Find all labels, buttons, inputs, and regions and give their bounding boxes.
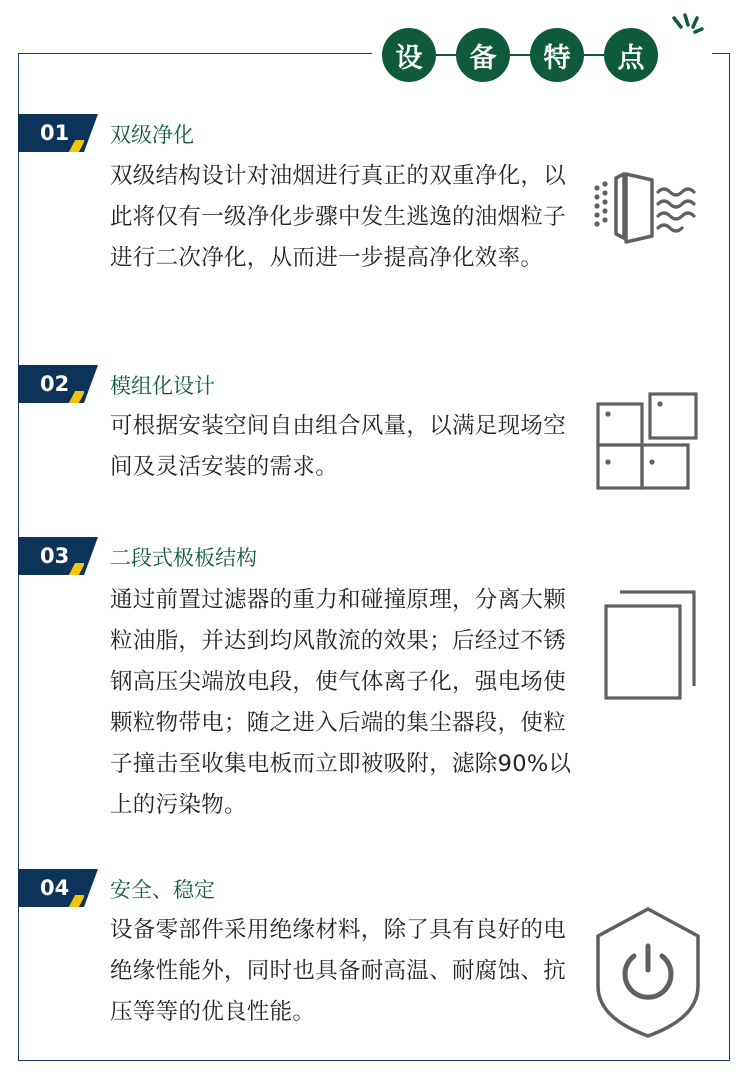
title-char-3: 特 [530, 28, 584, 82]
title-spark-decoration [668, 12, 708, 52]
badge-accent [69, 895, 85, 907]
item-number-badge [18, 365, 84, 403]
item-title: 模组化设计 [110, 374, 215, 398]
title-char-1: 设 [382, 28, 436, 82]
item-number-badge [18, 537, 84, 575]
item-number-badge [18, 869, 84, 907]
item-text: 设备零部件采用绝缘材料，除了具有良好的电绝缘性能外，同时也具备耐高温、耐腐蚀、抗压等等的优良性能。 [110, 917, 567, 1025]
item-number: 01 [40, 121, 70, 145]
item-text: 通过前置过滤器的重力和碰撞原理，分离大颗粒油脂，并达到均风散流的效果；后经过不锈钢高压尖端放电段，使气体离子化，强电场使颗粒物带电；随之进入后端的集尘器段，使粒子撞击至收集电板而立即被吸附，滤除90%以上的污染物。 [110, 587, 572, 818]
item-number-badge [18, 114, 84, 152]
section-title [372, 27, 712, 83]
title-char-2: 备 [456, 28, 510, 82]
badge-accent [69, 563, 85, 575]
item-number: 02 [40, 372, 70, 396]
modular-boxes-icon [596, 392, 700, 490]
item-title: 二段式极板结构 [110, 546, 257, 570]
item-text: 可根据安装空间自由组合风量，以满足现场空间及灵活安装的需求。 [110, 413, 567, 480]
item-text: 双级结构设计对油烟进行真正的双重净化，以此将仅有一级净化步骤中发生逃逸的油烟粒子进行二次净化，从而进一步提高净化效率。 [110, 163, 567, 271]
filter-airflow-icon [592, 170, 704, 246]
item-number: 04 [40, 876, 70, 900]
title-char-4: 点 [604, 28, 658, 82]
item-title: 双级净化 [110, 123, 194, 147]
item-number: 03 [40, 544, 70, 568]
badge-accent [69, 391, 85, 403]
stacked-plates-icon [602, 590, 698, 702]
shield-power-icon [594, 906, 702, 1040]
item-title: 安全、稳定 [110, 878, 215, 902]
badge-accent [69, 140, 85, 152]
